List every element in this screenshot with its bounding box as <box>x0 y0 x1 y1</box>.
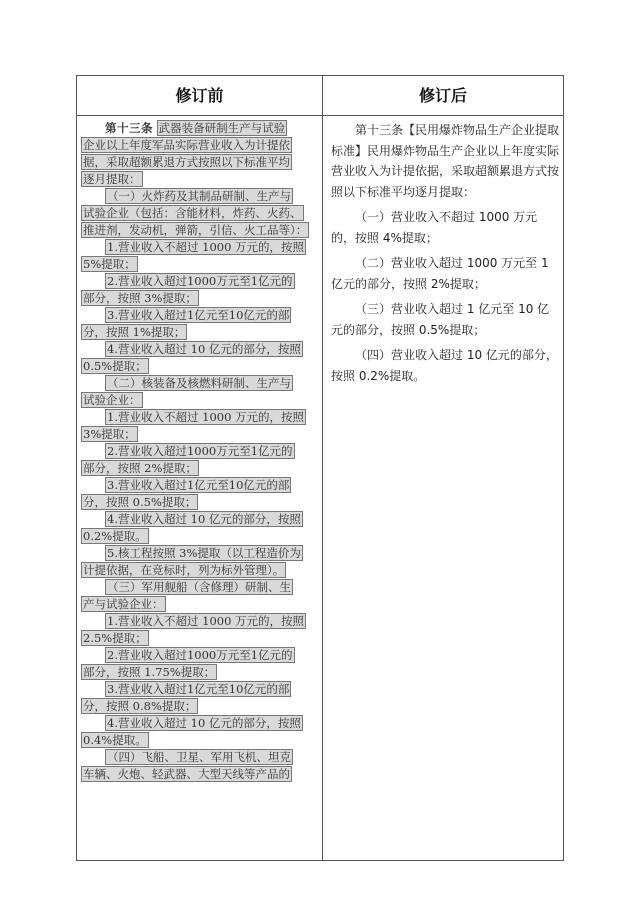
revision-table <box>76 75 564 861</box>
after-paragraph: （一）营业收入不超过 1000 万元的，按照 4%提取； <box>331 210 538 245</box>
before-line: 3.营业收入超过1亿元至10亿元的部 <box>107 682 290 696</box>
before-line: 第十三条 武器装备研制生产与试验 <box>105 121 286 135</box>
before-line: 部分，按照 2%提取； <box>83 461 197 475</box>
before-line: 推进剂，发动机，弹箭，引信、火工品等）： <box>83 223 308 237</box>
before-line: （一）火炸药及其制品研制、生产与 <box>107 189 291 203</box>
before-line: 0.2%提取。 <box>83 529 147 543</box>
after-column <box>331 120 559 391</box>
before-line: （二）核装备及核燃料研制、生产与 <box>107 376 291 390</box>
before-line: 部分，按照 1.75%提取； <box>83 665 216 679</box>
before-line: 3.营业收入超过1亿元至10亿元的部 <box>107 308 290 322</box>
article-label: 第十三条 <box>105 121 153 135</box>
before-line: 分，按照 0.5%提取； <box>83 495 197 509</box>
before-line: 分，按照 0.8%提取； <box>83 699 197 713</box>
before-line: 1.营业收入不超过 1000 万元的，按照 <box>107 240 305 254</box>
before-line: 1.营业收入不超过 1000 万元的，按照 <box>107 614 305 628</box>
before-line: 2.5%提取； <box>83 631 147 645</box>
before-line: 0.5%提取； <box>83 359 147 373</box>
before-line: 4.营业收入超过 10 亿元的部分，按照 <box>107 512 301 526</box>
before-line: 试验企业（包括：含能材料，炸药、火药、 <box>83 206 302 220</box>
before-line: 4.营业收入超过 10 亿元的部分，按照 <box>107 716 301 730</box>
after-paragraph: （四）营业收入超过 10 亿元的部分，按照 0.2%提取。 <box>331 348 558 383</box>
before-column <box>81 120 319 783</box>
after-paragraph: （三）营业收入超过 1 亿元至 10 亿元的部分，按照 0.5%提取； <box>331 302 550 337</box>
before-line: （三）军用舰船（含修理）研制、生 <box>107 580 291 594</box>
table-header-row <box>77 76 563 116</box>
before-line: 据，采取超额累退方式按照以下标准平均 <box>83 155 290 169</box>
before-line: 计提依据，在竞标时，列为标外管理）。 <box>83 563 285 577</box>
header-after: 修订后 <box>418 86 467 105</box>
before-line: 0.4%提取。 <box>83 733 147 747</box>
before-line: 3%提取； <box>83 427 136 441</box>
before-line: 5%提取； <box>83 257 136 271</box>
after-paragraph: 第十三条【民用爆炸物品生产企业提取标准】民用爆炸物品生产企业以上年度实际营业收入为计提依据，采取超额累退方式按照以下标准平均逐月提取： <box>331 123 560 199</box>
before-line: 产与试验企业： <box>83 597 164 611</box>
column-divider <box>322 76 323 860</box>
after-paragraph: （二）营业收入超过 1000 万元至 1 亿元的部分，按照 2%提取； <box>331 256 549 291</box>
before-line: 5.核工程按照 3%提取（以工程造价为 <box>107 546 301 560</box>
before-line: 2.营业收入超过1000万元至1亿元的 <box>107 274 293 288</box>
before-line: 车辆、火炮、轻武器、大型天线等产品的 <box>83 767 290 781</box>
before-line: 4.营业收入超过 10 亿元的部分，按照 <box>107 342 301 356</box>
before-line: 2.营业收入超过1000万元至1亿元的 <box>107 648 293 662</box>
before-line: 3.营业收入超过1亿元至10亿元的部 <box>107 478 290 492</box>
header-before: 修订前 <box>175 86 224 105</box>
before-line: 逐月提取： <box>83 172 141 186</box>
before-line: 分，按照 1%提取； <box>83 325 186 339</box>
before-line: （四）飞船、卫星、军用飞机、坦克 <box>107 750 291 764</box>
before-line: 2.营业收入超过1000万元至1亿元的 <box>107 444 293 458</box>
before-line: 企业以上年度军品实际营业收入为计提依 <box>83 138 290 152</box>
before-line: 1.营业收入不超过 1000 万元的，按照 <box>107 410 305 424</box>
before-line: 部分，按照 3%提取； <box>83 291 197 305</box>
before-line: 试验企业： <box>83 393 141 407</box>
